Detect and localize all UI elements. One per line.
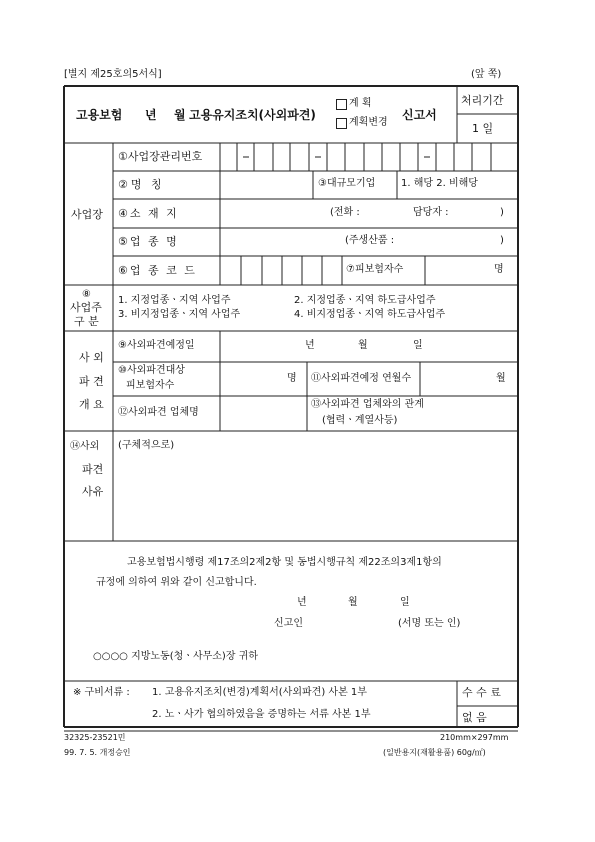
planned-date-label: ⑨사외파견예정일	[118, 340, 195, 351]
declaration-month: 월	[348, 597, 358, 608]
category-label-3: 구 분	[74, 315, 99, 328]
title-main: 고용유지조치(사외파견)	[189, 108, 316, 122]
processing-period-value: 1 일	[472, 122, 494, 135]
category-option-4[interactable]: 4. 비지정업종ㆍ지역 하도급사업주	[294, 309, 446, 320]
declaration-day: 일	[400, 597, 410, 608]
name-label: ②명 칭	[118, 178, 165, 191]
documents-label: ※ 구비서류 :	[73, 687, 130, 698]
form-number: [별지 제25호의5서식]	[64, 69, 162, 80]
category-option-1[interactable]: 1. 지정업종ㆍ지역 사업주	[118, 295, 231, 306]
dispatch-label-2: 파 견	[79, 375, 104, 388]
target-count-label-1: ⑩사외파견대상	[118, 365, 185, 376]
business-section-label: 사업장	[71, 208, 103, 221]
insured-count-label: ⑦피보험자수	[346, 264, 404, 275]
category-option-2[interactable]: 2. 지정업종ㆍ지역 하도급사업주	[294, 295, 436, 306]
title-prefix: 고용보험	[76, 108, 123, 122]
months-unit: 월	[496, 373, 506, 384]
document-1: 1. 고용유지조치(변경)계획서(사외파견) 사본 1부	[152, 687, 367, 698]
industry-label: ⑤업 종 명	[118, 235, 179, 248]
fee-label: 수 수 료	[462, 686, 501, 699]
category-label-2: 사업주	[70, 301, 102, 314]
title-year-unit: 년	[145, 108, 157, 122]
addressee: ○○○○ 지방노동(청ㆍ사무소)장 귀하	[93, 651, 258, 662]
planned-date-year: 년	[305, 340, 315, 351]
plan-option-label: 계 획	[349, 98, 372, 109]
insured-count-unit: 명	[494, 264, 504, 275]
title-month-unit: 월	[174, 108, 186, 122]
planned-date-day: 일	[413, 340, 423, 351]
target-count-label-2: 피보험자수	[126, 380, 175, 391]
reason-label-3: 사유	[82, 485, 104, 498]
category-label-1: ⑧	[82, 289, 91, 300]
reason-label-1: ⑭사외	[70, 441, 100, 452]
planned-date-month: 월	[358, 340, 368, 351]
page-side: (앞 쪽)	[471, 69, 502, 80]
reason-hint: (구체적으로)	[118, 440, 175, 451]
paper-type: (일반용지(재활용품) 60g/㎡)	[383, 748, 486, 757]
dispatch-company-label: ⑫사외파견 업체명	[118, 407, 199, 418]
main-product-label: (주생산품 :	[345, 235, 395, 246]
declaration-line-2: 규정에 의하여 위와 같이 신고합니다.	[96, 577, 257, 588]
plan-change-option-label: 계획변경	[349, 117, 388, 128]
plan-checkbox[interactable]	[336, 99, 347, 110]
document-2: 2. 노ㆍ사가 협의하였음을 증명하는 서류 사본 1부	[152, 709, 371, 720]
processing-period-label: 처리기간	[461, 94, 504, 107]
declarant-label: 신고인	[274, 618, 303, 629]
declaration-line-1: 고용보험법시행령 제17조의2제2항 및 동법시행규칙 제22조의3제1항의	[127, 557, 442, 568]
plan-change-checkbox[interactable]	[336, 118, 347, 129]
form-code: 32325-23521민	[64, 733, 126, 742]
category-option-3[interactable]: 3. 비지정업종ㆍ지역 사업주	[118, 309, 241, 320]
approval-date: 99. 7. 5. 개정승인	[64, 748, 131, 757]
address-close-paren: )	[500, 207, 504, 218]
reason-label-2: 파견	[82, 463, 104, 476]
paper-size: 210mm×297mm	[440, 733, 509, 742]
title-suffix: 신고서	[402, 108, 437, 122]
mgmt-number-label: ①사업장관리번호	[118, 150, 203, 163]
declaration-year: 년	[297, 597, 307, 608]
months-label: ⑪사외파견예정 연월수	[311, 373, 412, 384]
dispatch-label-3: 개 요	[79, 398, 104, 411]
large-company-label: ③대규모기업	[318, 178, 376, 189]
address-label: ④소 재 지	[118, 207, 179, 220]
relation-sub: (협력ㆍ계열사등)	[322, 415, 398, 426]
dispatch-label-1: 사 외	[79, 351, 104, 364]
relation-label: ⑬사외파견 업체와의 관계	[311, 399, 424, 410]
fee-value: 없 음	[462, 711, 487, 724]
industry-code-label: ⑥업 종 코 드	[118, 264, 197, 277]
manager-label: 담당자 :	[413, 207, 449, 218]
product-close-paren: )	[500, 235, 504, 246]
target-count-unit: 명	[287, 373, 297, 384]
large-company-options: 1. 해당 2. 비해당	[401, 178, 478, 189]
signature-label: (서명 또는 인)	[398, 618, 461, 629]
phone-label: (전화 :	[330, 207, 360, 218]
